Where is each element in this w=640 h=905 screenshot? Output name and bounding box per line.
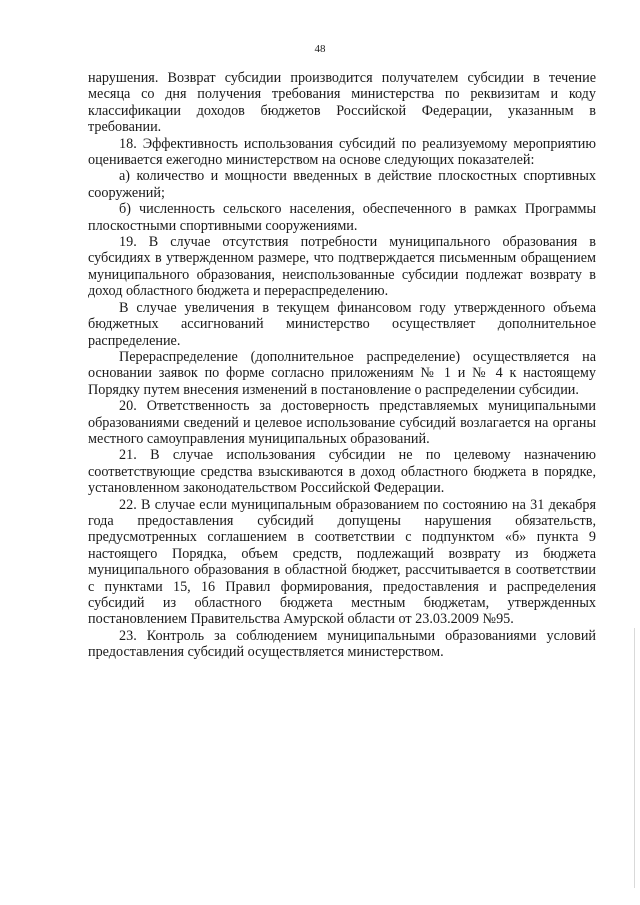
- scan-edge-line: [634, 628, 635, 888]
- paragraph-21: 21. В случае использования субсидии не по целевому назначению соответствующие средства взыскиваются в доход областного бюджета в порядке, установленном законодательством Российской Федерации.: [88, 447, 596, 497]
- paragraph-23: 23. Контроль за соблюдением муниципальными образованиями условий предоставления субсидий осуществляется министерством.: [88, 627, 596, 661]
- paragraph-continuation: нарушения. Возврат субсидии производится получателем субсидии в течение месяца со дня получения требования министерства по реквизитам и коду классификации доходов бюджетов Российской Федерации, указанным в требовании.: [88, 70, 596, 136]
- paragraph-22: 22. В случае если муниципальным образованием по состоянию на 31 декабря года предоставления субсидий допущены нарушения обязательств, предусмотренных соглашением в соответствии с подпунктом «б» пункта 9 настоящего Порядка, объем средств, подлежащий возврату из бюджета муниципального образования в областной бюджет, рассчитывается в соответствии с пунктами 15, 16 Правил формирования, предоставления и распределения субсидий из областного бюджета местным бюджетам, утвержденных постановлением Правительства Амурской области от 23.03.2009 №95.: [88, 496, 596, 628]
- paragraph-18-item-a: а) количество и мощности введенных в действие плоскостных спортивных сооружений;: [88, 168, 596, 201]
- paragraph-19-increase: В случае увеличения в текущем финансовом году утвержденного объема бюджетных ассигнований министерство осуществляет дополнительное распределение.: [88, 299, 596, 349]
- paragraph-18-item-b: б) численность сельского населения, обеспеченного в рамках Программы плоскостными спортивными сооружениями.: [88, 201, 596, 234]
- document-body: [88, 70, 596, 661]
- paragraph-19: 19. В случае отсутствия потребности муниципального образования в субсидиях в утвержденном размере, что подтверждается письменным обращением муниципального образования, неиспользованные субсидии подлежат возврату в доход областного бюджета и перераспределению.: [88, 234, 596, 300]
- paragraph-19-redistribution: Перераспределение (дополнительное распределение) осуществляется на основании заявок по форме согласно приложениям № 1 и № 4 к настоящему Порядку путем внесения изменений в постановление о распределении субсидии.: [88, 348, 596, 398]
- page-number: 48: [314, 43, 326, 55]
- paragraph-20: 20. Ответственность за достоверность представляемых муниципальными образованиями сведений и целевое использование субсидий возлагается на органы местного самоуправления муниципальных образований.: [88, 398, 596, 447]
- paragraph-18: 18. Эффективность использования субсидий по реализуемому мероприятию оценивается ежегодно министерством на основе следующих показателей:: [88, 135, 596, 169]
